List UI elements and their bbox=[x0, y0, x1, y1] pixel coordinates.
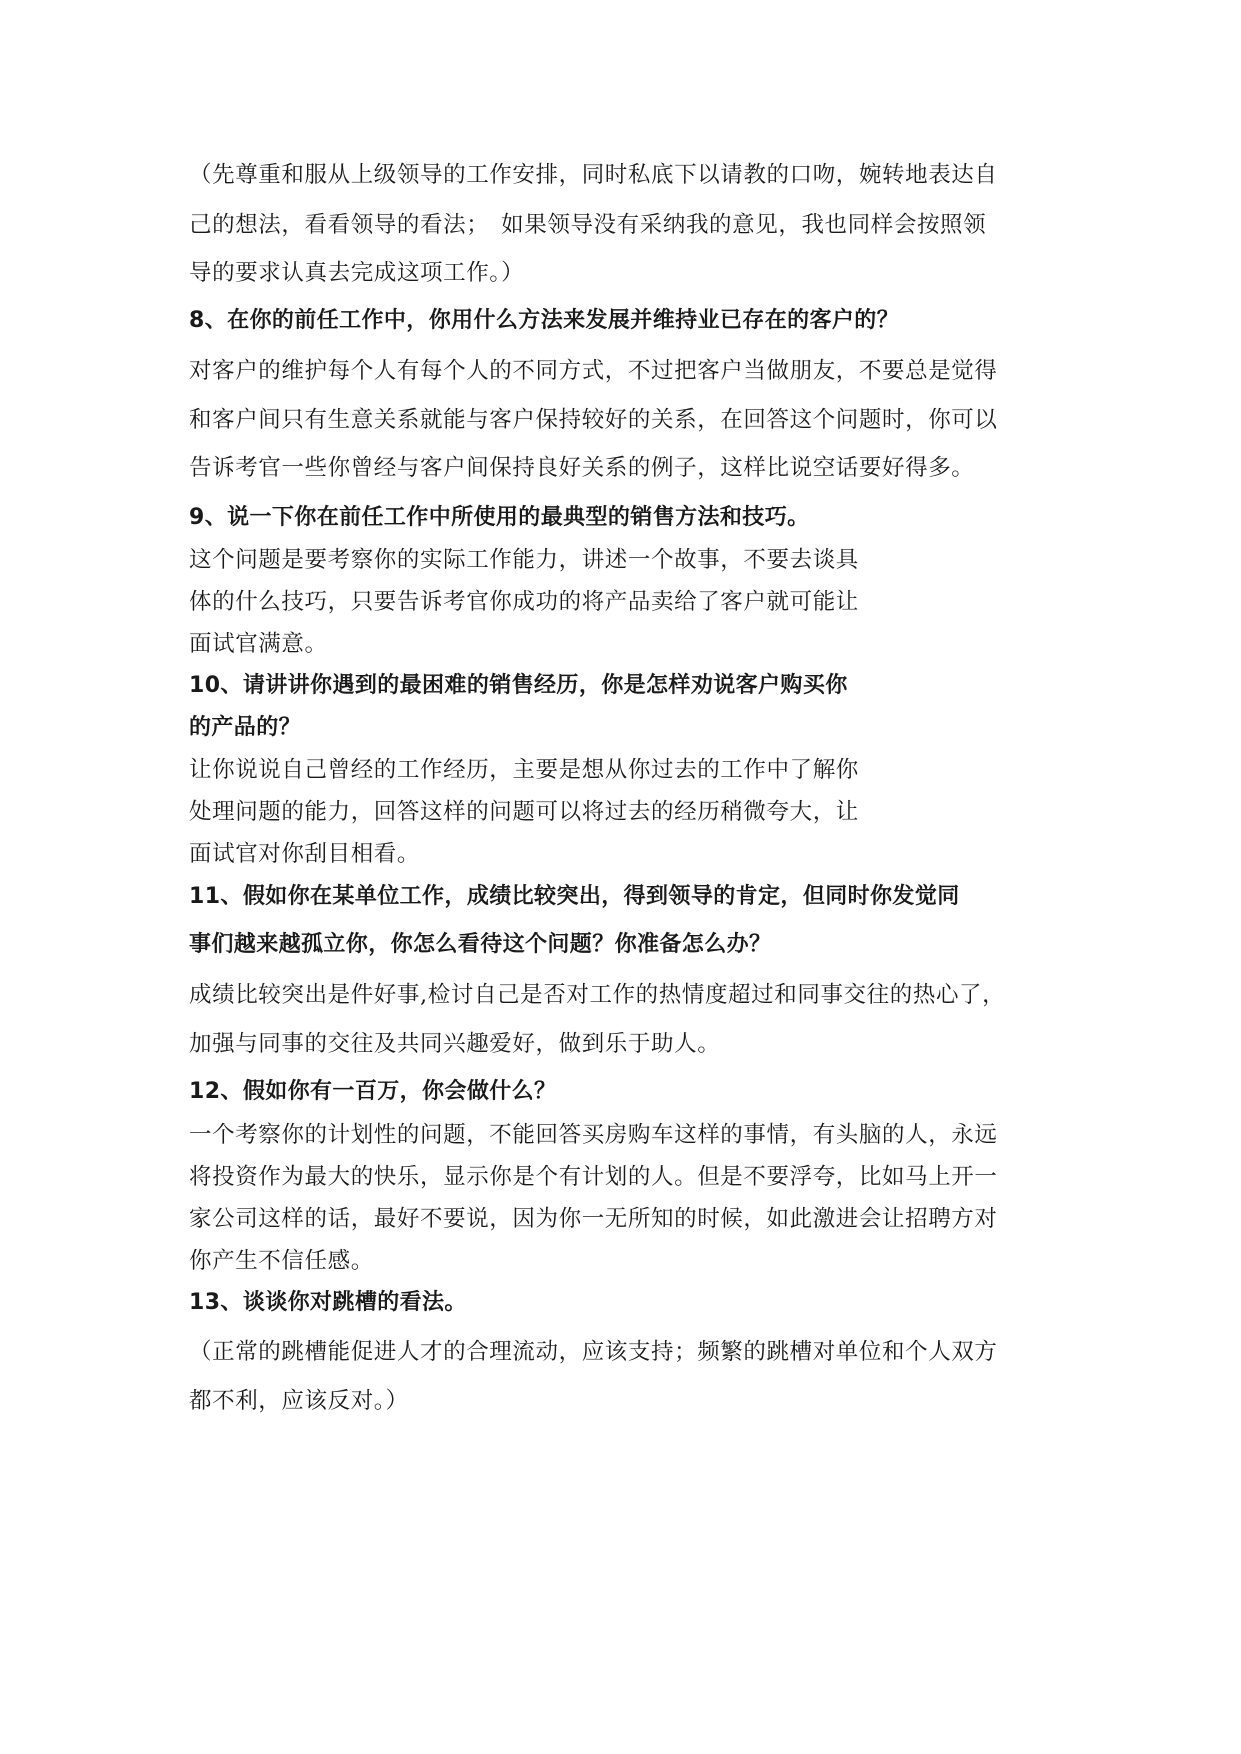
answer-12-line-1: 一个考察你的计划性的问题，不能回答买房购车这样的事情，有头脑的人，永远 bbox=[189, 1122, 998, 1148]
answer-9-line-2: 体的什么技巧，只要告诉考官你成功的将产品卖给了客户就可能让 bbox=[189, 589, 859, 615]
answer-10-line-2: 处理问题的能力，回答这样的问题可以将过去的经历稍微夸大，让 bbox=[189, 799, 859, 825]
answer-7-line-2: 己的想法，看看领导的看法； 如果领导没有采纳我的意见，我也同样会按照领 bbox=[189, 212, 987, 238]
question-11-line-2: 事们越来越孤立你，你怎么看待这个问题？你准备怎么办？ bbox=[189, 932, 772, 957]
answer-13-line-2: 都不利，应该反对。） bbox=[189, 1388, 409, 1414]
question-8: 8、在你的前任工作中，你用什么方法来发展并维持业已存在的客户的？ bbox=[189, 308, 900, 333]
answer-13-line-1: （正常的跳槽能促进人才的合理流动，应该支持；频繁的跳槽对单位和个人双方 bbox=[189, 1339, 998, 1365]
answer-8-line-1: 对客户的维护每个人有每个人的不同方式，不过把客户当做朋友，不要总是觉得 bbox=[189, 358, 998, 384]
question-11-line-1: 11、假如你在某单位工作，成绩比较突出，得到领导的肯定，但同时你发觉同 bbox=[189, 884, 960, 909]
answer-8-line-3: 告诉考官一些你曾经与客户间保持良好关系的例子，这样比说空话要好得多。 bbox=[189, 455, 975, 481]
question-13: 13、谈谈你对跳槽的看法。 bbox=[189, 1290, 467, 1315]
answer-10-line-1: 让你说说自己曾经的工作经历，主要是想从你过去的工作中了解你 bbox=[189, 757, 859, 783]
answer-12-line-2: 将投资作为最大的快乐，显示你是个有计划的人。但是不要浮夸，比如马上开一 bbox=[189, 1164, 998, 1190]
answer-9-line-1: 这个问题是要考察你的实际工作能力，讲述一个故事，不要去谈具 bbox=[189, 547, 859, 573]
answer-10-line-3: 面试官对你刮目相看。 bbox=[189, 841, 421, 867]
question-9: 9、说一下你在前任工作中所使用的最典型的销售方法和技巧。 bbox=[189, 505, 810, 530]
answer-11-line-1: 成绩比较突出是件好事,检讨自己是否对工作的热情度超过和同事交往的热心了， bbox=[189, 982, 1006, 1008]
answer-12-line-4: 你产生不信任感。 bbox=[189, 1248, 374, 1274]
answer-9-line-3: 面试官满意。 bbox=[189, 631, 328, 657]
question-12: 12、假如你有一百万，你会做什么？ bbox=[189, 1079, 557, 1104]
question-10-line-1: 10、请讲讲你遇到的最困难的销售经历，你是怎样劝说客户购买你 bbox=[189, 673, 848, 698]
answer-8-line-2: 和客户间只有生意关系就能与客户保持较好的关系，在回答这个问题时，你可以 bbox=[189, 407, 998, 433]
question-10-line-2: 的产品的？ bbox=[189, 715, 302, 740]
answer-11-line-2: 加强与同事的交往及共同兴趣爱好，做到乐于助人。 bbox=[189, 1031, 721, 1057]
answer-7-line-1: （先尊重和服从上级领导的工作安排，同时私底下以请教的口吻，婉转地表达自 bbox=[189, 162, 998, 188]
answer-7-line-3: 导的要求认真去完成这项工作。） bbox=[189, 260, 525, 286]
answer-12-line-3: 家公司这样的话，最好不要说，因为你一无所知的时候，如此激进会让招聘方对 bbox=[189, 1206, 998, 1232]
